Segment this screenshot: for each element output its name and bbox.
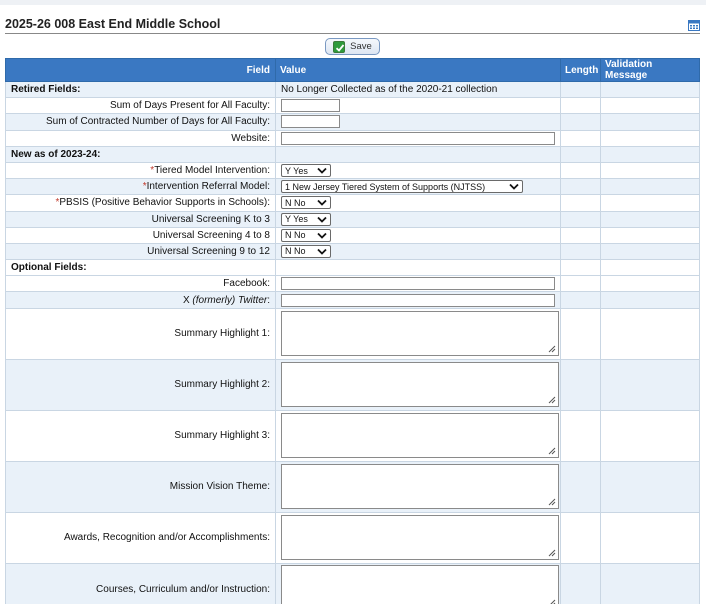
tiered-model-select[interactable] bbox=[281, 164, 331, 177]
field-label-text: PBSIS (Positive Behavior Supports in Schools): bbox=[59, 197, 270, 209]
validation-cell bbox=[601, 410, 700, 461]
length-cell bbox=[561, 98, 601, 114]
save-label: Save bbox=[350, 41, 372, 52]
length-cell bbox=[561, 114, 601, 130]
validation-cell bbox=[601, 130, 700, 146]
validation-cell bbox=[601, 146, 700, 162]
table-row bbox=[6, 146, 700, 162]
field-label: Universal Screening 9 to 12 bbox=[6, 243, 276, 259]
table-row bbox=[6, 82, 700, 98]
validation-cell bbox=[601, 98, 700, 114]
column-header-value: Value bbox=[276, 59, 561, 82]
validation-cell bbox=[601, 114, 700, 130]
table-row bbox=[6, 410, 700, 461]
column-header-length: Length bbox=[561, 59, 601, 82]
select-value: Y Yes bbox=[285, 214, 308, 225]
field-label: Summary Highlight 3: bbox=[6, 410, 276, 461]
select-value: 1 New Jersey Tiered System of Supports (NJTSS) bbox=[285, 181, 486, 192]
contracted-days-input[interactable] bbox=[281, 115, 340, 128]
table-row bbox=[6, 195, 700, 211]
twitter-input[interactable] bbox=[281, 294, 555, 307]
table-row bbox=[6, 260, 700, 276]
validation-cell bbox=[601, 195, 700, 211]
validation-cell bbox=[601, 162, 700, 178]
table-row bbox=[6, 130, 700, 146]
table-row bbox=[6, 227, 700, 243]
field-label: Summary Highlight 2: bbox=[6, 359, 276, 410]
length-cell bbox=[561, 461, 601, 512]
required-marker: * bbox=[150, 165, 155, 177]
column-header-validation: Validation Message bbox=[601, 59, 700, 82]
facebook-input[interactable] bbox=[281, 277, 555, 290]
field-label: Courses, Curriculum and/or Instruction: bbox=[6, 563, 276, 604]
table-row bbox=[6, 359, 700, 410]
field-label: Sum of Days Present for All Faculty: bbox=[6, 98, 276, 114]
field-label: Website: bbox=[6, 130, 276, 146]
title-bar bbox=[5, 16, 700, 34]
table-row bbox=[6, 114, 700, 130]
length-cell bbox=[561, 82, 601, 98]
field-label-text: Tiered Model Intervention: bbox=[154, 165, 270, 177]
validation-cell bbox=[601, 179, 700, 195]
length-cell bbox=[561, 359, 601, 410]
length-cell bbox=[561, 563, 601, 604]
length-cell bbox=[561, 146, 601, 162]
field-label bbox=[6, 195, 276, 211]
select-value: N No bbox=[285, 197, 306, 208]
length-cell bbox=[561, 243, 601, 259]
summary-highlight-3-textarea[interactable] bbox=[281, 413, 559, 458]
table-row bbox=[6, 211, 700, 227]
value-cell bbox=[276, 146, 561, 162]
field-label bbox=[6, 179, 276, 195]
table-row bbox=[6, 276, 700, 292]
validation-cell bbox=[601, 276, 700, 292]
value-cell bbox=[276, 260, 561, 276]
validation-cell bbox=[601, 512, 700, 563]
section-label-optional: Optional Fields: bbox=[6, 260, 276, 276]
validation-cell bbox=[601, 82, 700, 98]
validation-cell bbox=[601, 308, 700, 359]
validation-cell bbox=[601, 227, 700, 243]
save-button[interactable] bbox=[325, 38, 380, 55]
field-label: Summary Highlight 1: bbox=[6, 308, 276, 359]
length-cell bbox=[561, 260, 601, 276]
length-cell bbox=[561, 276, 601, 292]
screening-48-select[interactable] bbox=[281, 229, 331, 242]
validation-cell bbox=[601, 211, 700, 227]
resize-grip-icon[interactable] bbox=[547, 344, 556, 353]
resize-grip-icon[interactable] bbox=[547, 497, 556, 506]
top-band bbox=[0, 0, 706, 5]
length-cell bbox=[561, 227, 601, 243]
resize-grip-icon[interactable] bbox=[547, 446, 556, 455]
field-label-text: Intervention Referral Model: bbox=[146, 181, 270, 193]
calendar-icon[interactable] bbox=[688, 19, 700, 31]
screening-k3-select[interactable] bbox=[281, 213, 331, 226]
field-label-colon: : bbox=[267, 294, 270, 306]
length-cell bbox=[561, 162, 601, 178]
field-label: Universal Screening K to 3 bbox=[6, 211, 276, 227]
select-value: N No bbox=[285, 246, 306, 257]
field-label bbox=[6, 162, 276, 178]
table-row bbox=[6, 563, 700, 604]
table-row bbox=[6, 292, 700, 308]
retired-value: No Longer Collected as of the 2020-21 collection bbox=[276, 82, 561, 98]
field-label-text: X bbox=[182, 294, 193, 306]
table-row bbox=[6, 98, 700, 114]
courses-textarea[interactable] bbox=[281, 565, 559, 604]
chevron-down-icon bbox=[509, 183, 519, 190]
chevron-down-icon bbox=[317, 232, 327, 239]
table-row bbox=[6, 243, 700, 259]
validation-cell bbox=[601, 292, 700, 308]
table-row bbox=[6, 512, 700, 563]
length-cell bbox=[561, 130, 601, 146]
validation-cell bbox=[601, 260, 700, 276]
resize-grip-icon[interactable] bbox=[547, 395, 556, 404]
field-label: Awards, Recognition and/or Accomplishments: bbox=[6, 512, 276, 563]
required-marker: * bbox=[55, 197, 60, 209]
chevron-down-icon bbox=[317, 216, 327, 223]
resize-grip-icon[interactable] bbox=[547, 598, 556, 604]
select-value: N No bbox=[285, 230, 306, 241]
table-row bbox=[6, 162, 700, 178]
referral-model-select[interactable] bbox=[281, 180, 523, 193]
validation-cell bbox=[601, 359, 700, 410]
school-fields-table bbox=[5, 58, 700, 604]
page-title: 2025-26 008 East End Middle School bbox=[5, 17, 221, 31]
length-cell bbox=[561, 195, 601, 211]
table-row bbox=[6, 308, 700, 359]
days-present-input[interactable] bbox=[281, 99, 340, 112]
length-cell bbox=[561, 308, 601, 359]
field-label-emphasis: (formerly) Twitter bbox=[192, 294, 268, 306]
validation-cell bbox=[601, 243, 700, 259]
length-cell bbox=[561, 410, 601, 461]
chevron-down-icon bbox=[317, 248, 327, 255]
checkbox-check-icon bbox=[333, 41, 345, 53]
field-label: Sum of Contracted Number of Days for All Faculty: bbox=[6, 114, 276, 130]
awards-textarea[interactable] bbox=[281, 515, 559, 560]
section-label-retired: Retired Fields: bbox=[6, 82, 276, 98]
length-cell bbox=[561, 179, 601, 195]
column-header-field: Field bbox=[6, 59, 276, 82]
length-cell bbox=[561, 211, 601, 227]
pbsis-select[interactable] bbox=[281, 196, 331, 209]
validation-cell bbox=[601, 461, 700, 512]
resize-grip-icon[interactable] bbox=[547, 548, 556, 557]
chevron-down-icon bbox=[317, 199, 327, 206]
summary-highlight-2-textarea[interactable] bbox=[281, 362, 559, 407]
field-label: Facebook: bbox=[6, 276, 276, 292]
website-input[interactable] bbox=[281, 132, 555, 145]
field-label: Universal Screening 4 to 8 bbox=[6, 227, 276, 243]
field-label bbox=[6, 292, 276, 308]
table-row bbox=[6, 179, 700, 195]
validation-cell bbox=[601, 563, 700, 604]
summary-highlight-1-textarea[interactable] bbox=[281, 311, 559, 356]
section-label-new: New as of 2023-24: bbox=[6, 146, 276, 162]
chevron-down-icon bbox=[317, 167, 327, 174]
screening-912-select[interactable] bbox=[281, 245, 331, 258]
table-row bbox=[6, 461, 700, 512]
mission-vision-textarea[interactable] bbox=[281, 464, 559, 509]
length-cell bbox=[561, 512, 601, 563]
select-value: Y Yes bbox=[285, 165, 308, 176]
field-label: Mission Vision Theme: bbox=[6, 461, 276, 512]
length-cell bbox=[561, 292, 601, 308]
required-marker: * bbox=[142, 181, 147, 193]
